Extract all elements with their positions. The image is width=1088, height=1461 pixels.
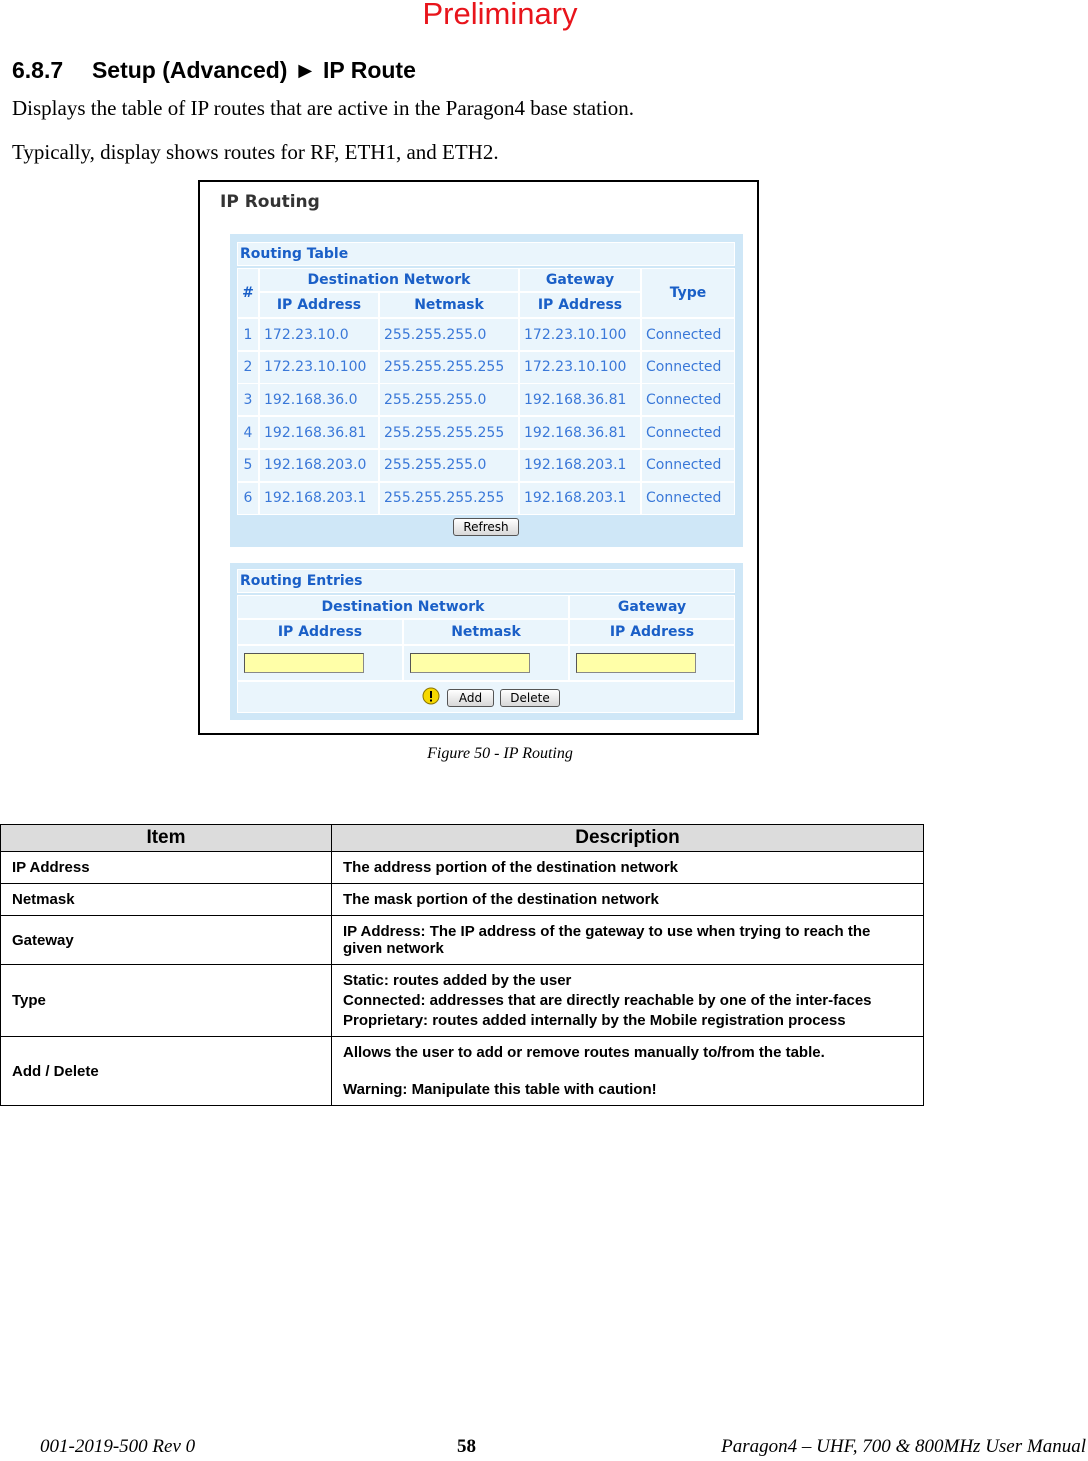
figure-caption: Figure 50 - IP Routing	[427, 745, 573, 762]
description-line: Allows the user to add or remove routes manually to/from the table.	[343, 1044, 825, 1061]
route-netmask: 255.255.255.0	[379, 449, 519, 482]
description-item: IP Address	[1, 852, 332, 884]
route-gateway: 192.168.203.1	[519, 482, 641, 515]
route-netmask: 255.255.255.0	[379, 383, 519, 416]
gateway-ip-input[interactable]	[576, 653, 696, 673]
route-type: Connected	[641, 318, 735, 351]
route-ip-address: 172.23.10.0	[259, 318, 379, 351]
refresh-button[interactable]: Refresh	[453, 518, 519, 536]
description-header-row	[1, 825, 924, 852]
intro-paragraph: Displays the table of IP routes that are active in the Paragon4 base station.	[12, 96, 635, 120]
description-table-body	[1, 852, 924, 1106]
description-item: Type	[1, 965, 332, 1037]
description-text	[332, 1037, 924, 1106]
col-gateway-header: Gateway	[519, 268, 641, 292]
footer-doc-number: 001-2019-500 Rev 0	[40, 1436, 196, 1457]
route-type: Connected	[641, 416, 735, 449]
entries-ip-cell	[237, 645, 403, 681]
entries-ip-address-header: IP Address	[237, 619, 403, 645]
col-destination-network-header: Destination Network	[259, 268, 519, 292]
col-netmask-header: Netmask	[379, 292, 519, 318]
route-number: 2	[237, 351, 259, 384]
description-line: The address portion of the destination network	[343, 859, 679, 876]
routing-table-title: Routing Table	[237, 242, 735, 266]
description-item: Gateway	[1, 916, 332, 965]
route-ip-address: 192.168.203.1	[259, 482, 379, 515]
route-number: 1	[237, 318, 259, 351]
route-ip-address: 172.23.10.100	[259, 351, 379, 384]
routing-entries-panel	[230, 563, 743, 720]
route-gateway: 192.168.36.81	[519, 416, 641, 449]
routing-table-panel	[230, 234, 743, 547]
section-heading	[12, 57, 416, 84]
route-gateway: 172.23.10.100	[519, 318, 641, 351]
section-title: Setup (Advanced) ► IP Route	[91, 57, 416, 83]
description-line: Connected: addresses that are directly reachable by one of the inter-faces	[343, 992, 872, 1009]
route-netmask: 255.255.255.255	[379, 416, 519, 449]
add-button[interactable]: Add	[447, 689, 494, 707]
description-row	[1, 916, 924, 965]
route-type: Connected	[641, 383, 735, 416]
entries-actions-row	[237, 681, 735, 713]
description-line: Static: routes added by the user	[343, 972, 572, 989]
description-text	[332, 916, 924, 965]
route-type: Connected	[641, 449, 735, 482]
route-ip-address: 192.168.36.0	[259, 383, 379, 416]
col-type-header: Type	[641, 268, 735, 318]
footer-manual-title: Paragon4 – UHF, 700 & 800MHz User Manual	[721, 1436, 1086, 1457]
entries-gateway-cell	[569, 645, 735, 681]
route-number: 3	[237, 383, 259, 416]
description-line: Warning: Manipulate this table with caution!	[343, 1081, 657, 1098]
description-line: The mask portion of the destination network	[343, 891, 659, 908]
entries-netmask-cell	[403, 645, 569, 681]
route-netmask: 255.255.255.0	[379, 318, 519, 351]
description-item: Add / Delete	[1, 1037, 332, 1106]
route-ip-address: 192.168.36.81	[259, 416, 379, 449]
route-number: 6	[237, 482, 259, 515]
description-item: Netmask	[1, 884, 332, 916]
description-line: IP Address: The IP address of the gateway to use when trying to reach the given network	[343, 923, 871, 957]
ip-address-input[interactable]	[244, 653, 364, 673]
warning-icon	[422, 687, 440, 705]
route-type: Connected	[641, 351, 735, 384]
footer-page-number: 58	[457, 1436, 476, 1457]
description-text	[332, 852, 924, 884]
description-column-header: Description	[332, 825, 924, 852]
col-gw-ip-address-header: IP Address	[519, 292, 641, 318]
entries-gw-ip-address-header: IP Address	[569, 619, 735, 645]
description-row	[1, 965, 924, 1037]
route-ip-address: 192.168.203.0	[259, 449, 379, 482]
delete-button[interactable]: Delete	[500, 689, 560, 707]
item-column-header: Item	[1, 825, 332, 852]
route-type: Connected	[641, 482, 735, 515]
ip-routing-title: IP Routing	[220, 192, 320, 212]
route-gateway: 172.23.10.100	[519, 351, 641, 384]
route-gateway: 192.168.203.1	[519, 449, 641, 482]
route-gateway: 192.168.36.81	[519, 383, 641, 416]
entries-netmask-header: Netmask	[403, 619, 569, 645]
typical-paragraph: Typically, display shows routes for RF, ETH1, and ETH2.	[12, 140, 499, 164]
description-text	[332, 884, 924, 916]
ip-routing-figure	[198, 180, 759, 735]
description-row	[1, 884, 924, 916]
description-line: Proprietary: routes added internally by the Mobile registration process	[343, 1012, 846, 1029]
description-text	[332, 965, 924, 1037]
route-netmask: 255.255.255.255	[379, 351, 519, 384]
route-number: 4	[237, 416, 259, 449]
col-hash-header: #	[237, 268, 259, 318]
entries-destination-network-header: Destination Network	[237, 595, 569, 619]
col-ip-address-header: IP Address	[259, 292, 379, 318]
section-number: 6.8.7	[12, 57, 64, 83]
watermark-preliminary: Preliminary	[422, 0, 578, 31]
netmask-input[interactable]	[410, 653, 530, 673]
description-table	[0, 824, 924, 1106]
route-netmask: 255.255.255.255	[379, 482, 519, 515]
description-row	[1, 1037, 924, 1106]
routing-entries-title: Routing Entries	[237, 569, 735, 593]
entries-gateway-header: Gateway	[569, 595, 735, 619]
route-number: 5	[237, 449, 259, 482]
description-row	[1, 852, 924, 884]
